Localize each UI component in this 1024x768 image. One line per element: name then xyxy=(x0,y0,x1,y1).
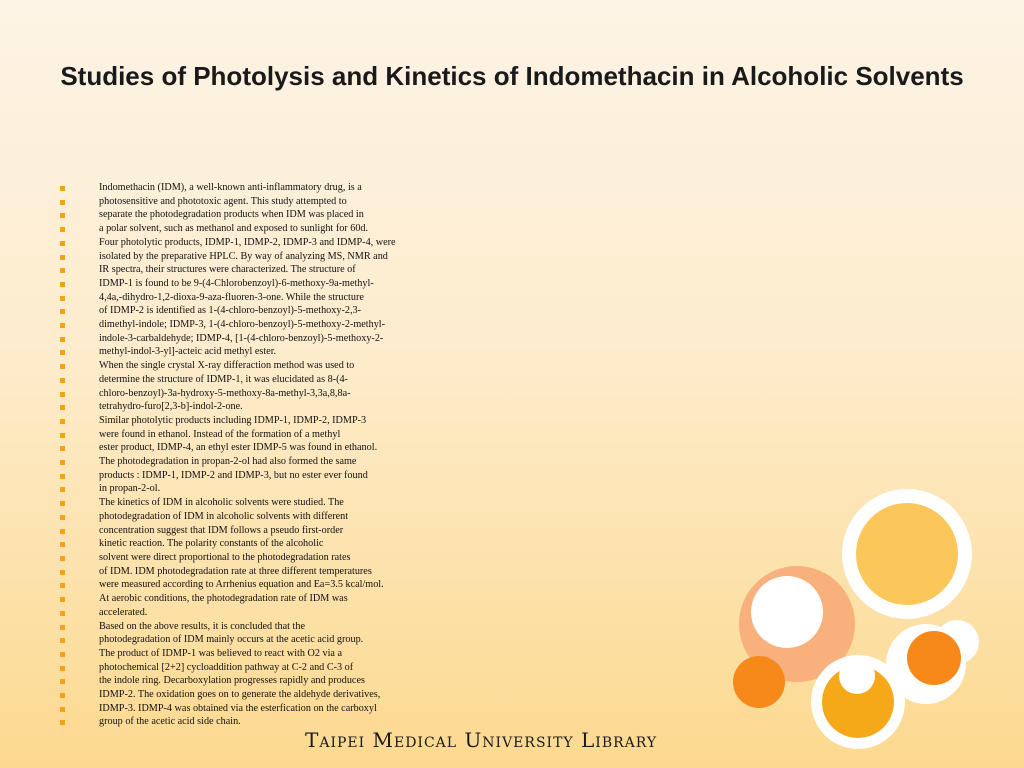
bullet-text: Four photolytic products, IDMP-1, IDMP-2, IDMP-3 and IDMP-4, were xyxy=(99,236,396,248)
bullet-text: At aerobic conditions, the photodegradation rate of IDM was xyxy=(99,593,348,605)
footer-library-name: Taipei Medical University Library xyxy=(305,728,658,752)
bullet-text: concentration suggest that IDM follows a pseudo first-order xyxy=(99,524,344,536)
bullet-text: group of the acetic acid side chain. xyxy=(99,716,241,728)
bullet-text: methyl-indol-3-yl]-acteic acid methyl ester. xyxy=(99,346,277,358)
bullet-text: The photodegradation in propan-2-ol had also formed the same xyxy=(99,456,357,468)
bullet-text: of IDM. IDM photodegradation rate at three different temperatures xyxy=(99,565,372,577)
bullet-text: dimethyl-indole; IDMP-3, 1-(4-chloro-benzoyl)-5-methoxy-2-methyl- xyxy=(99,319,386,331)
bullet-text: IR spectra, their structures were characterized. The structure of xyxy=(99,264,356,276)
bullet-text: isolated by the preparative HPLC. By way of analyzing MS, NMR and xyxy=(99,250,388,262)
bullet-text: separate the photodegradation products when IDM was placed in xyxy=(99,209,364,221)
bullet-text: ester product, IDMP-4, an ethyl ester IDMP-5 was found in ethanol. xyxy=(99,442,378,454)
decor-circle xyxy=(733,656,785,708)
slide-title: Studies of Photolysis and Kinetics of Indomethacin in Alcoholic Solvents xyxy=(60,61,964,91)
decor-circle xyxy=(839,658,875,694)
bullet-text: in propan-2-ol. xyxy=(99,483,161,495)
decor-circle xyxy=(907,631,961,685)
bullet-text: IDMP-3. IDMP-4 was obtained via the esterfication on the carboxyl xyxy=(99,702,377,714)
bullet-text: IDMP-1 is found to be 9-(4-Chlorobenzoyl)-6-methoxy-9a-methyl- xyxy=(99,277,374,289)
bullet-text: determine the structure of IDMP-1, it was elucidated as 8-(4- xyxy=(99,373,348,385)
bullet-text: photodegradation of IDM mainly occurs at the acetic acid group. xyxy=(99,634,364,646)
bullet-text: accelerated. xyxy=(99,606,148,618)
decor-circle xyxy=(856,503,958,605)
bullet-text: IDMP-2. The oxidation goes on to generate the aldehyde derivatives, xyxy=(99,689,381,701)
bullet-text: photodegradation of IDM in alcoholic solvents with different xyxy=(99,510,349,522)
bullet-text: solvent were direct proportional to the photodegradation rates xyxy=(99,551,351,563)
bullet-text: When the single crystal X-ray differaction method was used to xyxy=(99,360,355,372)
bullet-text: were found in ethanol. Instead of the formation of a methyl xyxy=(99,428,341,440)
bullet-text: The kinetics of IDM in alcoholic solvents were studied. The xyxy=(99,497,344,509)
bullet-text: Based on the above results, it is concluded that the xyxy=(99,620,305,632)
bullet-text: were measured according to Arrhenius equation and Ea=3.5 kcal/mol. xyxy=(99,579,384,591)
bullet-text: of IDMP-2 is identified as 1-(4-chloro-benzoyl)-5-methoxy-2,3- xyxy=(99,305,361,317)
bullet-text: products : IDMP-1, IDMP-2 and IDMP-3, but no ester ever found xyxy=(99,469,368,481)
bullet-text: a polar solvent, such as methanol and exposed to sunlight for 60d. xyxy=(99,223,369,235)
bullet-text: the indole ring. Decarboxylation progresses rapidly and produces xyxy=(99,675,365,687)
bullet-text: photosensitive and phototoxic agent. This study attempted to xyxy=(99,195,347,207)
bullet-text: The product of IDMP-1 was believed to react with O2 via a xyxy=(99,647,343,659)
bullet-text: tetrahydro-furo[2,3-b]-indol-2-one. xyxy=(99,401,243,413)
bullet-text: kinetic reaction. The polarity constants of the alcoholic xyxy=(99,538,324,550)
decor-circle xyxy=(751,576,823,648)
bullet-text: 4,4a,-dihydro-1,2-dioxa-9-aza-fluoren-3-one. While the structure xyxy=(99,291,364,303)
bullet-text: photochemical [2+2] cycloaddition pathway at C-2 and C-3 of xyxy=(99,661,354,673)
bullet-text: indole-3-carbaldehyde; IDMP-4, [1-(4-chloro-benzoyl)-5-methoxy-2- xyxy=(99,332,384,344)
bullet-text: Indomethacin (IDM), a well-known anti-inflammatory drug, is a xyxy=(99,182,362,193)
bullet-text: Similar photolytic products including IDMP-1, IDMP-2, IDMP-3 xyxy=(99,414,367,426)
bullet-text: chloro-benzoyl)-3a-hydroxy-5-methoxy-8a-methyl-3,3a,8,8a- xyxy=(99,387,351,399)
